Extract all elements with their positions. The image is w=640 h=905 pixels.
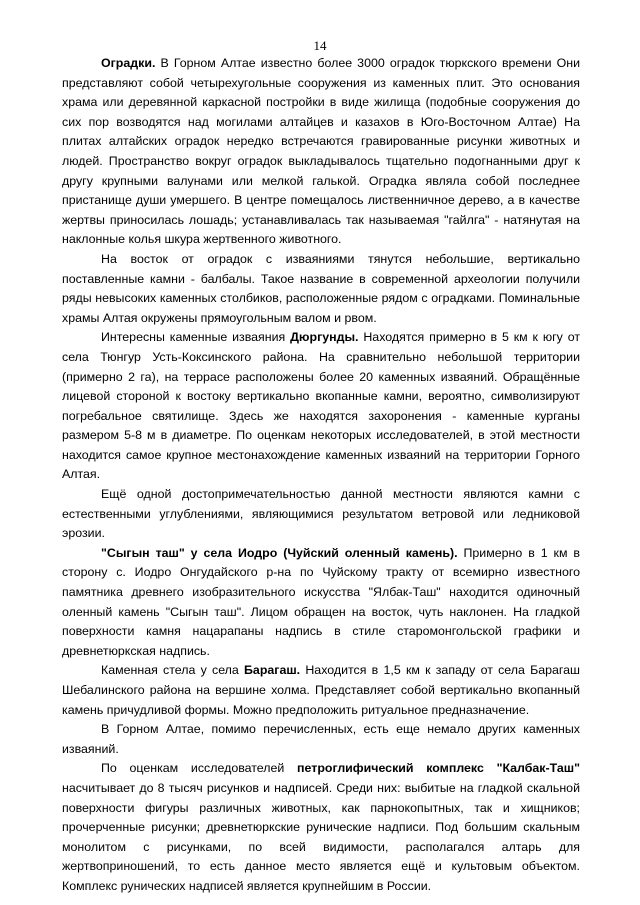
paragraph-ogradki [62,54,580,250]
paragraph-other-statues: В Горном Алтае, помимо перечисленных, есть еще немало других каменных изваяний. [62,722,580,756]
paragraph-baragash [62,661,580,720]
paragraph-ogradki-text: В Горном Алтае известно более 3000 оградок тюркского времени Они представляют собой четырехугольные сооружения из каменных плит. Это основания храма или деревянной каркасной постройки в виде жилища (подобные сооружения до сих пор возводятся над могилами алтайцев и казахов в Юго-Восточном Алтае) На плитах алтайских оградок нередко встречаются гравированные рисунки животных и людей. Пространство вокруг оградок выкладывалось тщательно подогнанными друг к другу крупными валунами или мелкой галькой. Оградка являла собой последнее пристанище души умершего. В центре помещалось лиственничное дерево, а в качестве жертвы приносилась лошадь; устанавливалась так называемая "гайлга" - натянутая на наклонные колья шкура жертвенного животного. [62,56,580,247]
paragraph-dyurgundy-text: Находятся примерно в 5 км к югу от села Тюнгур Усть-Коксинского района. На сравнительно небольшой территории (примерно 2 га), на террасе расположены более 20 каменных изваяний. Обращённые лицевой стороной к востоку вертикально вкопанные камни, вероятно, символизируют погребальное святилище. Здесь же находятся захоронения - каменные курганы размером 5-8 м в диаметре. По оценкам некоторых исследователей, в этой местности находится самое крупное местонахождение каменных изваяний на территории Горного Алтая. [62,330,580,482]
paragraph-dyurgundy-intro: Интересны каменные изваяния [101,330,291,345]
paragraph-baragash-intro: Каменная стела у села [101,663,245,678]
paragraph-balbaly: На восток от оградок с изваяниями тянутся небольшие, вертикально поставленные камни - балбалы. Такое название в современной археологии получили ряды невысоких каменных столбиков, расположенные рядом с оградками. Поминальные храмы Алтая окружены прямоугольным валом и рвом. [62,251,580,325]
paragraph-baragash-text: Находится в 1,5 км к западу от села Барагаш Шебалинского района на вершине холма. Представляет собой вертикально вкопанный камень причудливой формы. Можно предположить ритуальное предназначение. [62,663,580,717]
heading-kalbak-tash: петроглифический комплекс "Калбак-Таш" [297,761,580,776]
heading-ogradki: Оградки. [101,56,156,70]
paragraph-kalbak-tash-text: насчитывает до 8 тысяч рисунков и надписей. Среди них: выбитые на гладкой скальной поверхности фигуры различных животных, как парнокопытных, так и хищников; прочерченные рисунки; древнетюркские рунические надписи. Под большим скальным монолитом с рисунками, по всей видимости, располагался алтарь для жертвоприношений, то есть данное место является ещё и культовым объектом. Комплекс рунических надписей является крупнейшим в России. [62,780,580,893]
page-number: 14 [313,38,327,53]
paragraph-sygyn-tash-text: Примерно в 1 км в сторону с. Иодро Онгудайского р-на по Чуйскому тракту от всемирно известного памятника древнего изобразительного искусства "Ялбак-Таш" находится одиночный оленный камень "Сыгын таш". Лицом обращен на восток, чуть наклонен. На гладкой поверхности камня нацарапаны надпись в стиле старомонгольской графики и древнетюркская надпись. [62,545,580,658]
heading-dyurgundy: Дюргунды. [290,330,359,345]
paragraph-sygyn-tash [62,544,580,662]
paragraph-kalbak-tash-intro: По оценкам исследователей [101,761,298,776]
paragraph-kalbak-tash [62,759,580,896]
paragraph-erosion-stones: Ещё одной достопримечательностью данной местности являются камни с естественными углублениями, являющимися результатом ветровой или ледниковой эрозии. [62,487,580,541]
page-content [62,54,580,897]
heading-sygyn-tash: "Сыгын таш" у села Иодро (Чуйский оленный камень). [101,545,458,560]
paragraph-dyurgundy [62,328,580,485]
heading-baragash: Барагаш. [244,663,301,678]
